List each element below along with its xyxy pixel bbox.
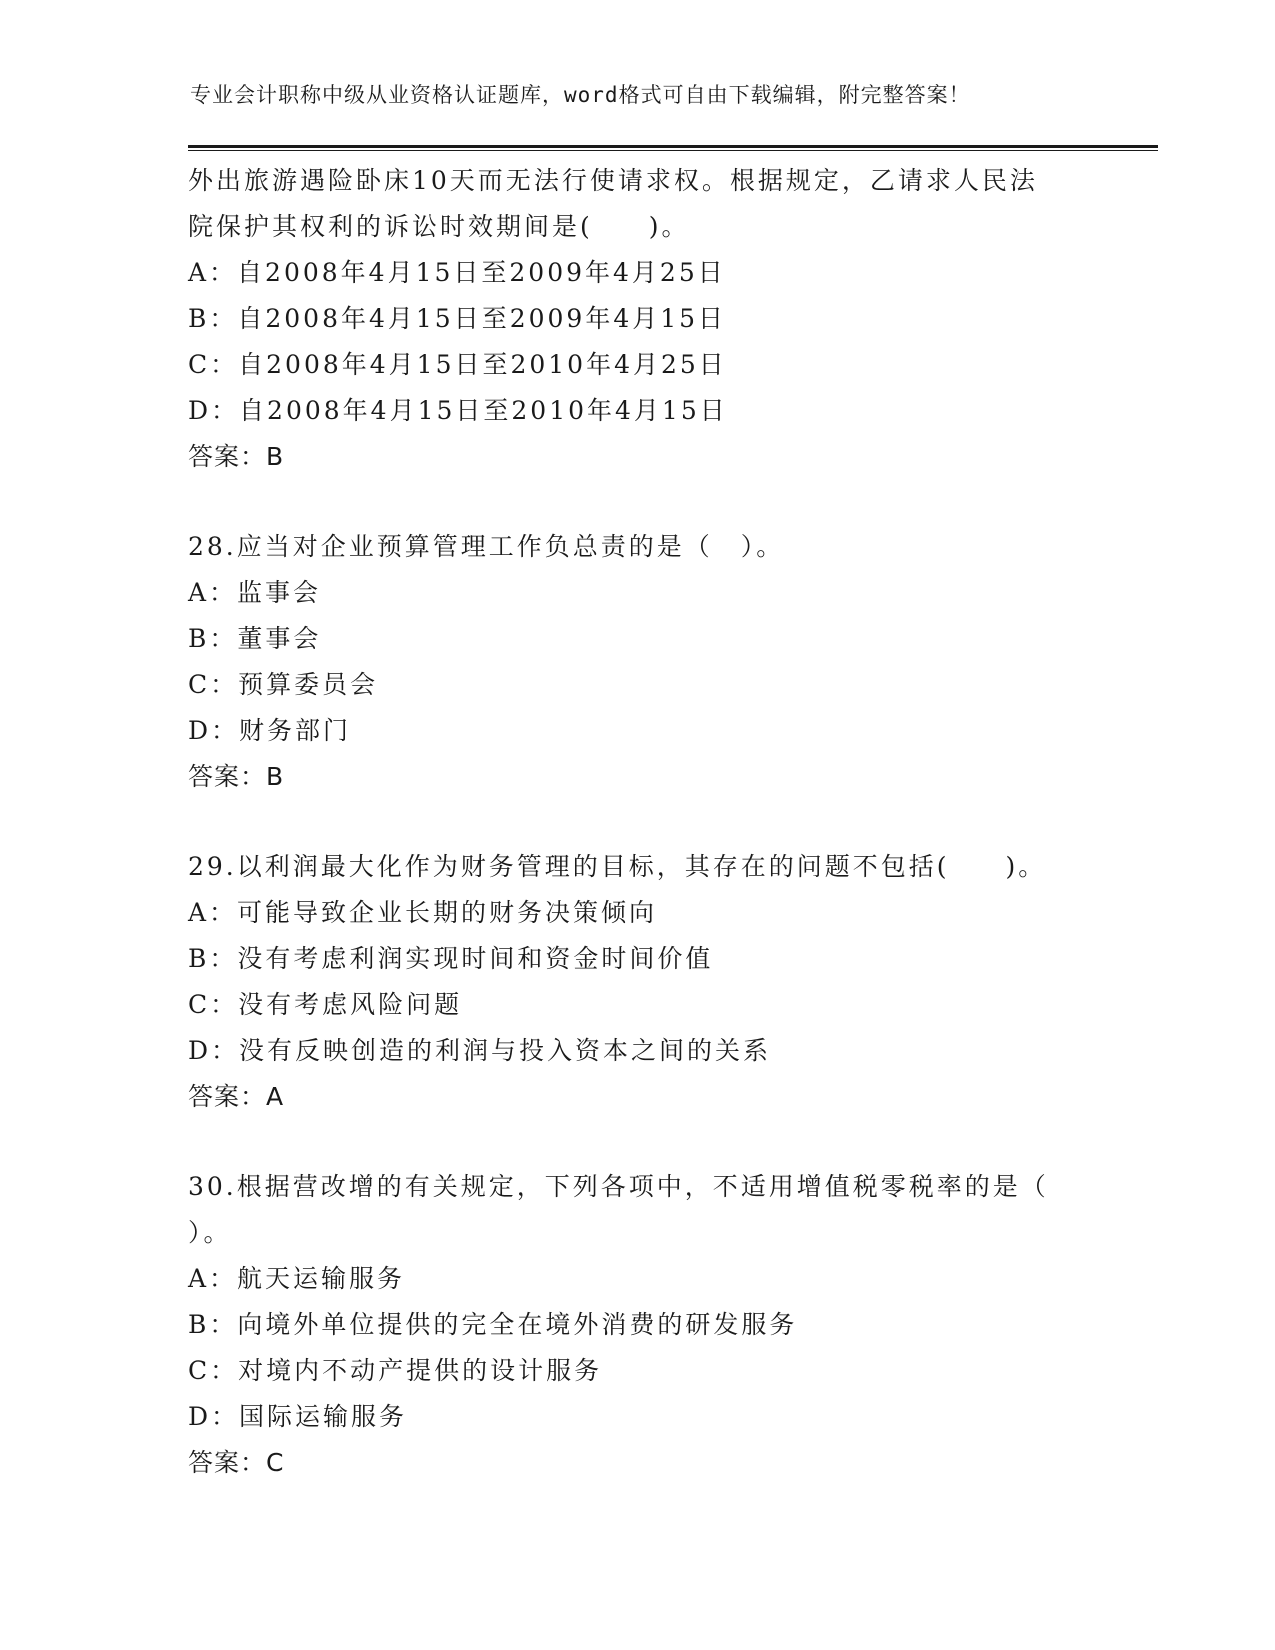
- option-c: C：对境内不动产提供的设计服务: [188, 1356, 603, 1385]
- question-block-28: [188, 524, 1088, 800]
- option-b: B：董事会: [188, 624, 322, 653]
- option-a: A：监事会: [188, 578, 322, 607]
- option-a: A：自2008年4月15日至2009年4月25日: [188, 258, 726, 287]
- option-d: D：自2008年4月15日至2010年4月15日: [188, 396, 728, 425]
- option-d: D：没有反映创造的利润与投入资本之间的关系: [188, 1036, 772, 1065]
- question-block-29: [188, 844, 1088, 1120]
- question-text-line: 30.根据营改增的有关规定，下列各项中，不适用增值税零税率的是（: [188, 1172, 1049, 1201]
- option-c: C：自2008年4月15日至2010年4月25日: [188, 350, 727, 379]
- question-text-line: 29.以利润最大化作为财务管理的目标，其存在的问题不包括( )。: [188, 852, 1047, 881]
- block-gap: [188, 1120, 1088, 1164]
- answer-line: 答案：B: [188, 762, 285, 791]
- option-d: D：财务部门: [188, 716, 352, 745]
- option-b: B：自2008年4月15日至2009年4月15日: [188, 304, 727, 333]
- question-text-line: ）。: [188, 1218, 232, 1247]
- page-header: 专业会计职称中级从业资格认证题库，word格式可自由下载编辑，附完整答案！: [190, 83, 971, 107]
- option-c: C：没有考虑风险问题: [188, 990, 463, 1019]
- answer-line: 答案：A: [188, 1082, 285, 1111]
- option-a: A：可能导致企业长期的财务决策倾向: [188, 898, 658, 927]
- document-body: [188, 158, 1088, 1486]
- question-text-line: 院保护其权利的诉讼时效期间是( )。: [188, 212, 690, 241]
- block-gap: [188, 800, 1088, 844]
- option-c: C：预算委员会: [188, 670, 379, 699]
- question-block-30: [188, 1164, 1088, 1486]
- option-d: D：国际运输服务: [188, 1402, 408, 1431]
- question-text-line: 28.应当对企业预算管理工作负总责的是（ ）。: [188, 532, 785, 561]
- option-a: A：航天运输服务: [188, 1264, 406, 1293]
- option-b: B：没有考虑利润实现时间和资金时间价值: [188, 944, 714, 973]
- answer-line: 答案：C: [188, 1448, 285, 1477]
- header-rule-thin: [188, 150, 1158, 151]
- option-b: B：向境外单位提供的完全在境外消费的研发服务: [188, 1310, 798, 1339]
- header-rule-thick: [188, 145, 1158, 148]
- question-block-previous: [188, 158, 1088, 480]
- block-gap: [188, 480, 1088, 524]
- question-text-line: 外出旅游遇险卧床10天而无法行使请求权。根据规定，乙请求人民法: [188, 166, 1038, 195]
- answer-line: 答案：B: [188, 442, 285, 471]
